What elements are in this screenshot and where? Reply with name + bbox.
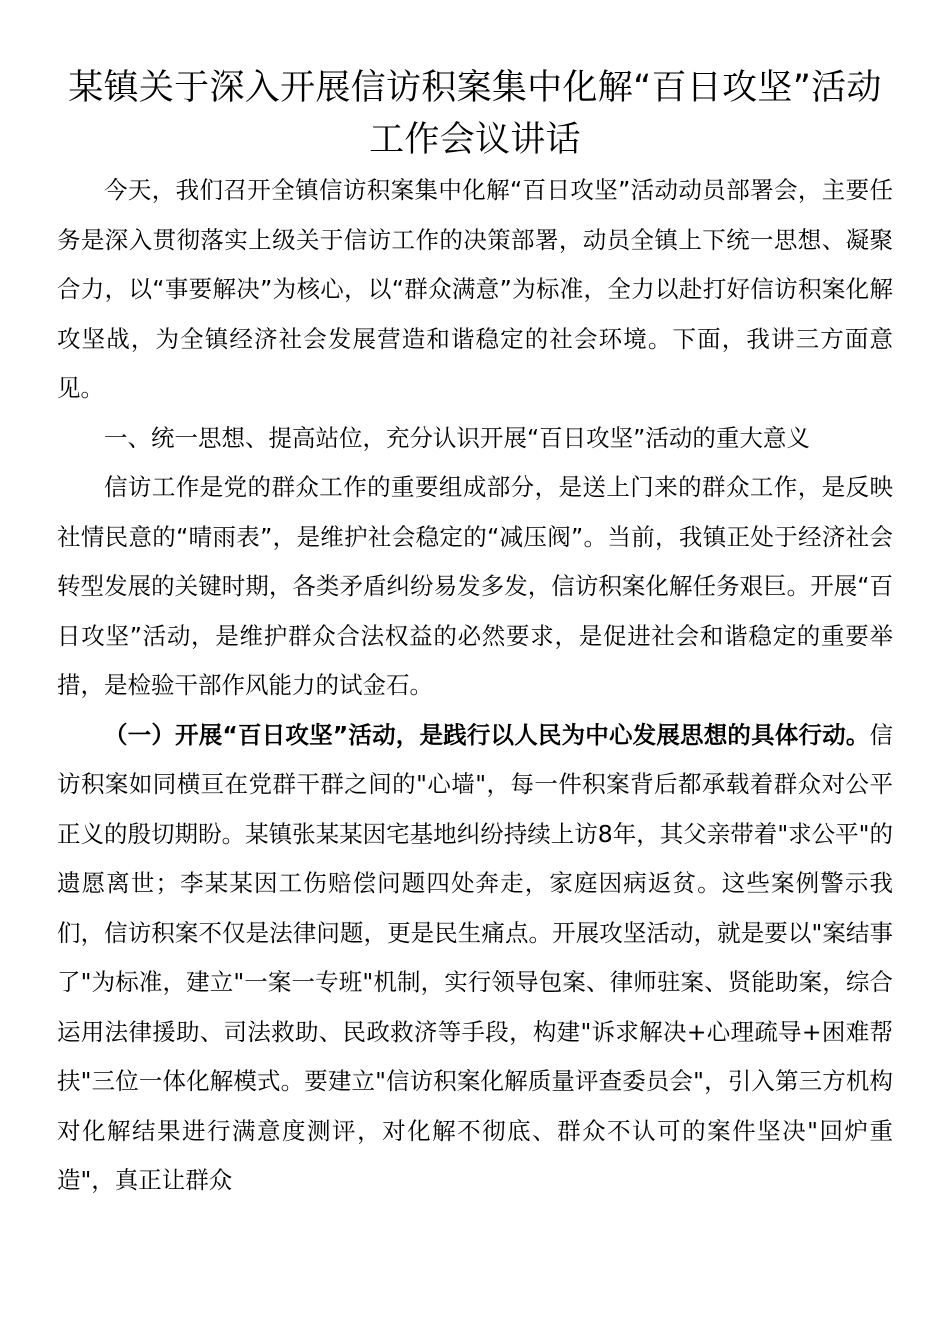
document-page — [57, 62, 893, 1206]
subsection-text-1: 信访积案如同横亘在党群干群之间的"心墙"，每一件积案背后都承载着群众对公平正义的殷切期盼。某镇张某某因宅基地纠纷持续上访8年，其父亲带着"求公平"的遗愿离世；李某某因工伤赔偿问题四处奔走，家庭因病返贫。这些案例警示我们，信访积案不仅是法律问题，更是民生痛点。开展攻坚活动，就是要以"案结事了"为标准，建立"一案一专班"机制，实行领导包案、律师驻案、贤能助案，综合运用法律援助、司法救助、民政救济等手段，构建"诉求解决+心理疏导+困难帮扶"三位一体化解模式。要建立"信访积案化解质量评查委员会"，引入第三方机构对化解结果进行满意度测评，对化解不彻底、群众不认可的案件坚决"回炉重造"，真正让群众 — [57, 720, 893, 1194]
subsection-heading-1: （一）开展“百日攻坚”活动，是践行以人民为中心发展思想的具体行动。 — [104, 720, 870, 749]
document-title: 某镇关于深入开展信访积案集中化解“百日攻坚”活动工作会议讲话 — [68, 68, 882, 160]
subsection-paragraph-1 — [57, 711, 893, 1206]
section-paragraph-1: 信访工作是党的群众工作的重要组成部分，是送上门来的群众工作，是反映社情民意的“晴雨表”，是维护社会稳定的“减压阀”。当前，我镇正处于经济社会转型发展的关键时期，各类矛盾纠纷易发多发，信访积案化解任务艰巨。开展“百日攻坚”活动，是维护群众合法权益的必然要求，是促进社会和谐稳定的重要举措，是检验干部作风能力的试金石。 — [57, 473, 893, 699]
intro-paragraph: 今天，我们召开全镇信访积案集中化解“百日攻坚”活动动员部署会，主要任务是深入贯彻落实上级关于信访工作的决策部署，动员全镇上下统一思想、凝聚合力，以“事要解决”为核心，以“群众满意”为标准，全力以赴打好信访积案化解攻坚战，为全镇经济社会发展营造和谐稳定的社会环境。下面，我讲三方面意见。 — [57, 176, 893, 402]
section-heading-1: 一、统一思想、提高站位，充分认识开展“百日攻坚”活动的重大意义 — [104, 423, 810, 452]
